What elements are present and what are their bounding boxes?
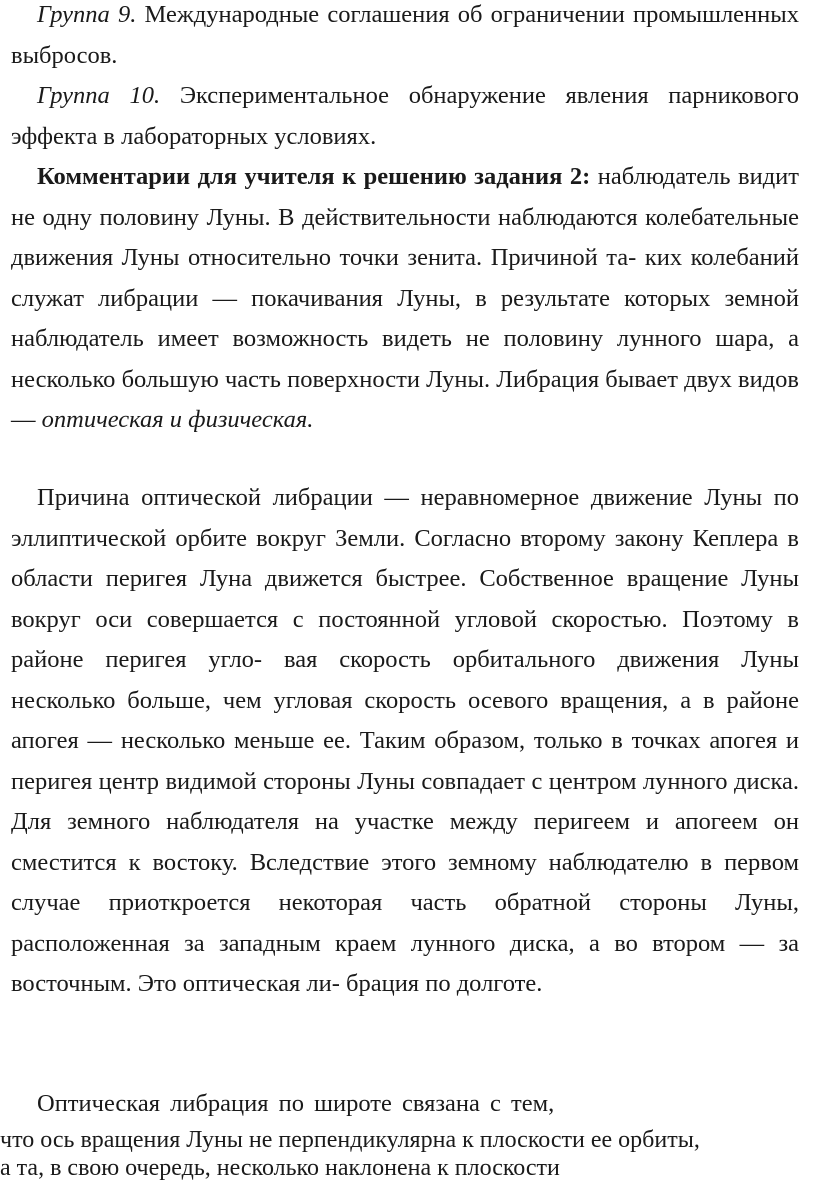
latitude-libration-line-3: а та, в свою очередь, несколько наклонена к плоскости: [0, 1155, 560, 1181]
commentary-paragraph: [11, 157, 799, 441]
group-9-label: Группа 9.: [37, 1, 137, 28]
group-9-text: Международные соглашения об ограничении промышленных выбросов.: [11, 1, 799, 69]
group-10-text: Экспериментальное обнаружение явления парникового эффекта в лабораторных условиях.: [11, 82, 800, 150]
group-9-paragraph: [11, 0, 799, 76]
group-10-label: Группа 10.: [37, 82, 161, 109]
optical-libration-paragraph: Причина оптической либрации — неравномерное движение Луны по эллиптической орбите вокруг Земли. Согласно второму закону Кеплера в области перигея Луна движется быстрее. Собственное вращение Луны вокруг оси совершается с постоянной угловой скоростью. Поэтому в районе перигея угло- вая скорость орбитального движения Луны несколько больше, чем угловая скорость осевого вращения, а в районе апогея — несколько меньше ее. Таким образом, только в точках апогея и перигея центр видимой стороны Луны совпадает с центром лунного диска. Для земного наблюдателя на участке между перигеем и апогеем он сместится к востоку. Вследствие этого земному наблюдателю в первом случае приоткроется некоторая часть обратной стороны Луны, расположенная за западным краем лунного диска, а во втором — за восточным. Это оптическая ли- брация по долготе.: [11, 484, 799, 997]
latitude-libration-line-1: Оптическая либрация по широте связана с тем,: [37, 1090, 555, 1117]
commentary-heading: Комментарии для учителя к решению задания 2:: [37, 163, 591, 190]
commentary-text: наблюдатель видит не одну половину Луны. В действительности наблюдаются колебательные движения Луны относительно точки зенита. Причиной та- ких колебаний служат либрации — покачивания Луны, в результате которых земной наблюдатель имеет возможность видеть не половину лунного шара, а несколько большую часть поверхности Луны. Либрация бывает двух видов —: [11, 163, 800, 433]
group-10-paragraph: [11, 76, 799, 157]
latitude-libration-line-2: что ось вращения Луны не перпендикулярна к плоскости ее орбиты,: [0, 1127, 700, 1153]
libration-types: оптическая и физическая.: [41, 406, 314, 433]
